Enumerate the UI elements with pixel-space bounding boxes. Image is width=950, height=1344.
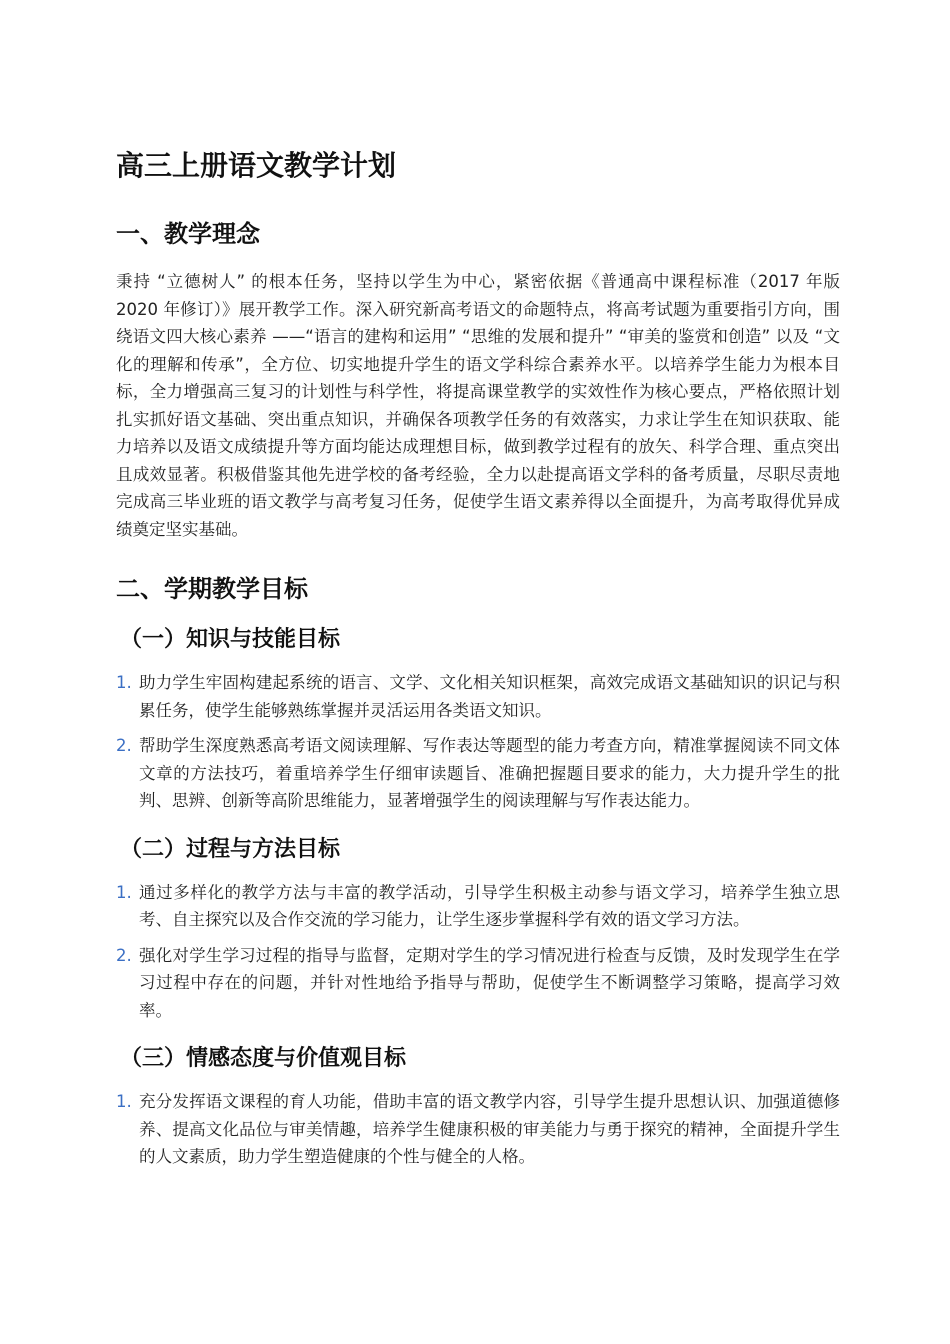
list-item-number: 1. (116, 673, 132, 692)
list-item-text: 强化对学生学习过程的指导与监督，定期对学生的学习情况进行检查与反馈，及时发现学生在学习过程中存在的问题，并针对性地给予指导与帮助，促使学生不断调整学习策略，提高学习效率。 (139, 945, 840, 1020)
section-heading-semester-goals: 二、学期教学目标 (116, 575, 308, 603)
list-item-text: 帮助学生深度熟悉高考语文阅读理解、写作表达等题型的能力考查方向，精准掌握阅读不同文体文章的方法技巧，着重培养学生仔细审读题旨、准确把握题目要求的能力，大力提升学生的批判、思辨、创新等高阶思维能力，显著增强学生的阅读理解与写作表达能力。 (139, 736, 840, 810)
list-item (116, 1088, 840, 1171)
teaching-philosophy-paragraph: 秉持 “立德树人” 的根本任务，坚持以学生为中心，紧密依据《普通高中课程标准（2017 年版 2020 年修订）》展开教学工作。深入研究新高考语文的命题特点，将高考试题为重要指引方向，围绕语文四大核心素养 ——“语言的建构和运用” “思维的发展和提升” “审美的鉴赏和创造” 以及 “文化的理解和传承”，全方位、切实地提升学生的语文学科综合素养水平。以培养学生能力为根本目标，全力增强高三复习的计划性与科学性，将提高课堂教学的实效性作为核心要点，严格依照计划扎实抓好语文基础、突出重点知识，并确保各项教学任务的有效落实，力求让学生在知识获取、能力培养以及语文成绩提升等方面均能达成理想目标，做到教学过程有的放矢、科学合理、重点突出且成效显著。积极借鉴其他先进学校的备考经验，全力以赴提高语文学科的备考质量，尽职尽责地完成高三毕业班的语文教学与高考复习任务，促使学生语文素养得以全面提升，为高考取得优异成绩奠定坚实基础。 (116, 272, 840, 539)
list-item-number: 2. (116, 736, 132, 755)
process-methods-list (116, 879, 840, 1025)
section-heading-teaching-philosophy: 一、教学理念 (116, 220, 260, 248)
list-item-text: 通过多样化的教学方法与丰富的教学活动，引导学生积极主动参与语文学习，培养学生独立思考、自主探究以及合作交流的学习能力，让学生逐步掌握科学有效的语文学习方法。 (139, 882, 840, 929)
list-item-text: 充分发挥语文课程的育人功能，借助丰富的语文教学内容，引导学生提升思想认识、加强道德修养、提高文化品位与审美情趣，培养学生健康积极的审美能力与勇于探究的精神，全面提升学生的人文素质，助力学生塑造健康的个性与健全的人格。 (139, 1092, 840, 1166)
document-title: 高三上册语文教学计划 (116, 149, 397, 182)
list-item-text: 助力学生牢固构建起系统的语言、文学、文化相关知识框架，高效完成语文基础知识的识记与积累任务，使学生能够熟练掌握并灵活运用各类语文知识。 (139, 673, 840, 720)
list-item (116, 942, 840, 1025)
subsection-heading-emotion-values: （三）情感态度与价值观目标 (120, 1046, 407, 1071)
list-item-number: 1. (116, 882, 132, 902)
emotion-values-list (116, 1088, 840, 1171)
list-item (116, 879, 840, 934)
list-item-number: 1. (116, 1092, 132, 1111)
list-item (116, 669, 840, 724)
list-item (116, 732, 840, 815)
subsection-heading-knowledge-skills: （一）知识与技能目标 (120, 627, 341, 652)
list-item-number: 2. (116, 945, 132, 965)
knowledge-skills-list (116, 669, 840, 815)
subsection-heading-process-methods: （二）过程与方法目标 (120, 836, 341, 862)
